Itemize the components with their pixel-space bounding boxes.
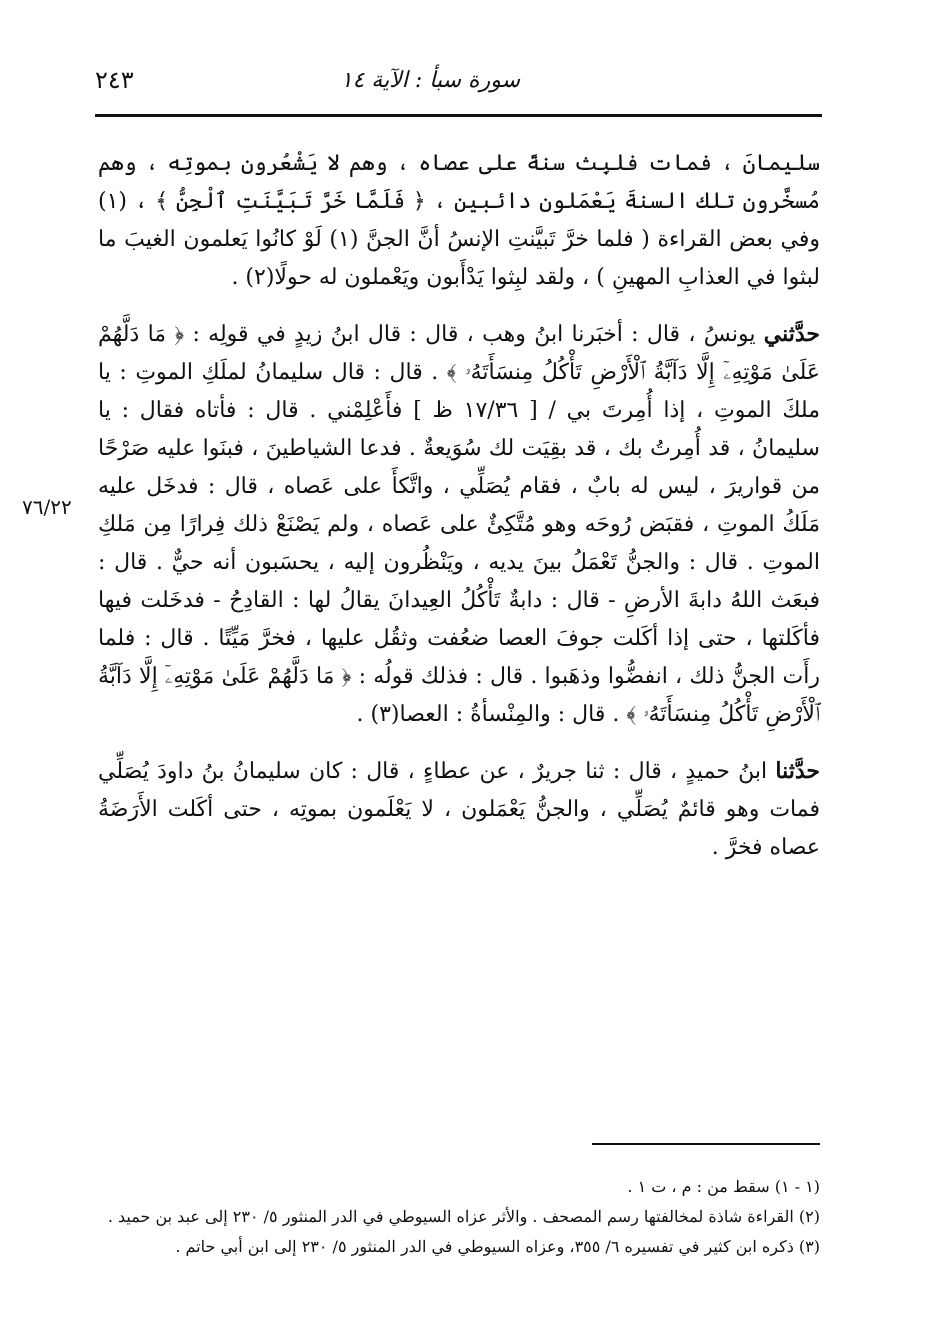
running-header (95, 62, 820, 102)
paragraph-2-text: يونسُ ، قال : أخبَرنا ابنُ وهب ، قال : قال ابنُ زيدٍ في قولِه : ﴿ مَا دَلَّهُمْ عَلَىٰ مَوْتِهِۦٓ إِلَّا دَآبَّةُ ٱلْأَرْضِ تَأْكُلُ مِنسَأَتَهُۥ ﴾ . قال : قال سليمانُ لملَكِ الموتِ : يا ملكَ الموتِ ، إذا أُمِرتَ بي / [ ١٧/٣٦ ظ ] فأَعْلِمْني . قال : فأتاه فقال : يا سليمانُ ، قد أُمِرتُ بك ، قد بقِيَت لك سُوَيعةٌ . فدعا الشياطينَ ، فبنَوا عليه صَرْحًا من قواريرَ ، ليس له بابٌ ، فقام يُصَلِّي ، واتَّكأَ على عَصاه ، قال : فدخَل عليه مَلَكُ الموتِ ، فقبَض رُوحَه وهو مُتَّكِئٌ على عَصاه ، ولم يَصْنَعْ ذلك فِرارًا مِن مَلكِ الموتِ . قال : والجنُّ تَعْمَلُ بينَ يديه ، ويَنْظُرون إليه ، يحسَبون أنه حيٌّ . قال : فبعَث اللهُ دابةَ الأرضِ - قال : دابةٌ تَأْكُلُ العِيدانَ يقالُ لها : القادِحُ - فدخَلت فيها فأكَلتها ، حتى إذا أكَلت جوفَ العصا ضعُفت وثقُل عليها ، فخرَّ مَيِّتًا . قال : فلما رأَت الجنُّ ذلك ، انفضُّوا وذهَبوا . قال : فذلك قولُه : ﴿ مَا دَلَّهُمْ عَلَىٰ مَوْتِهِۦٓ إِلَّا دَآبَّةُ ٱلْأَرْضِ تَأْكُلُ مِنسَأَتَهُۥ ﴾ . قال : والمِنْسأةُ : العصا(٣) . (98, 322, 820, 727)
footnote-2: (٢) القراءة شاذة لمخالفتها رسم المصحف . والأثر عزاه السيوطي في الدر المنثور ٥/ ٢٣٠ إلى عبد بن حميد . (107, 1207, 820, 1226)
paragraph-3-text: ابنُ حميدٍ ، قال : ثنا جريرٌ ، عن عطاءٍ ، قال : كان سليمانُ بنُ داودَ يُصَلِّي فمات وهو قائمٌ يُصَلِّي ، والجنُّ يَعْمَلون ، لا يَعْلَمون بموتِه ، حتى أكَلت الأَرَضَةُ عصاه فخرَّ . (98, 759, 820, 860)
footnote-1: (١ - ١) سقط من : م ، ت ١ . (627, 1177, 820, 1196)
footnote-rule (592, 1143, 820, 1145)
paragraph-2-lead: حدَّثني (763, 321, 820, 347)
main-text (98, 145, 820, 885)
paragraph-1 (98, 145, 820, 297)
margin-reference: ٧٦/٢٢ (22, 495, 72, 519)
paragraph-3-lead: حدَّثنا (775, 758, 820, 784)
paragraph-2 (98, 315, 820, 734)
header-rule (95, 114, 822, 117)
paragraph-1-text: سليمانَ ، فمات فلبِث سنةً على عصاه ، وهم لا يَشْعُرون بموتِه ، وهم مُسخَّرون تلك السنةَ يَعْمَلون دائبين ، ﴿ فَلَمَّا خَرَّ تَبَيَّنَتِ ٱلْجِنُّ ﴾ ، (١) وفي بعض القراءة ( فلما خرَّ تَبيَّنتِ الإنسُ أنَّ الجنَّ (١) لَوْ كانُوا يَعلمون الغيبَ ما لبثوا في العذابِ المهينِ ) ، ولقد لبِثوا يَدْأَبون ويَعْملون له حولًا(٢) . (98, 151, 820, 290)
paragraph-3 (98, 752, 820, 867)
footnote-3: (٣) ذكره ابن كثير في تفسيره ٦/ ٣٥٥، وعزاه السيوطي في الدر المنثور ٥/ ٢٣٠ إلى ابن أبي حاتم . (175, 1237, 820, 1256)
footnotes (98, 1172, 820, 1262)
page-number: ٢٤٣ (95, 66, 134, 94)
header-title: سورة سبأ : الآية ١٤ (340, 68, 520, 93)
